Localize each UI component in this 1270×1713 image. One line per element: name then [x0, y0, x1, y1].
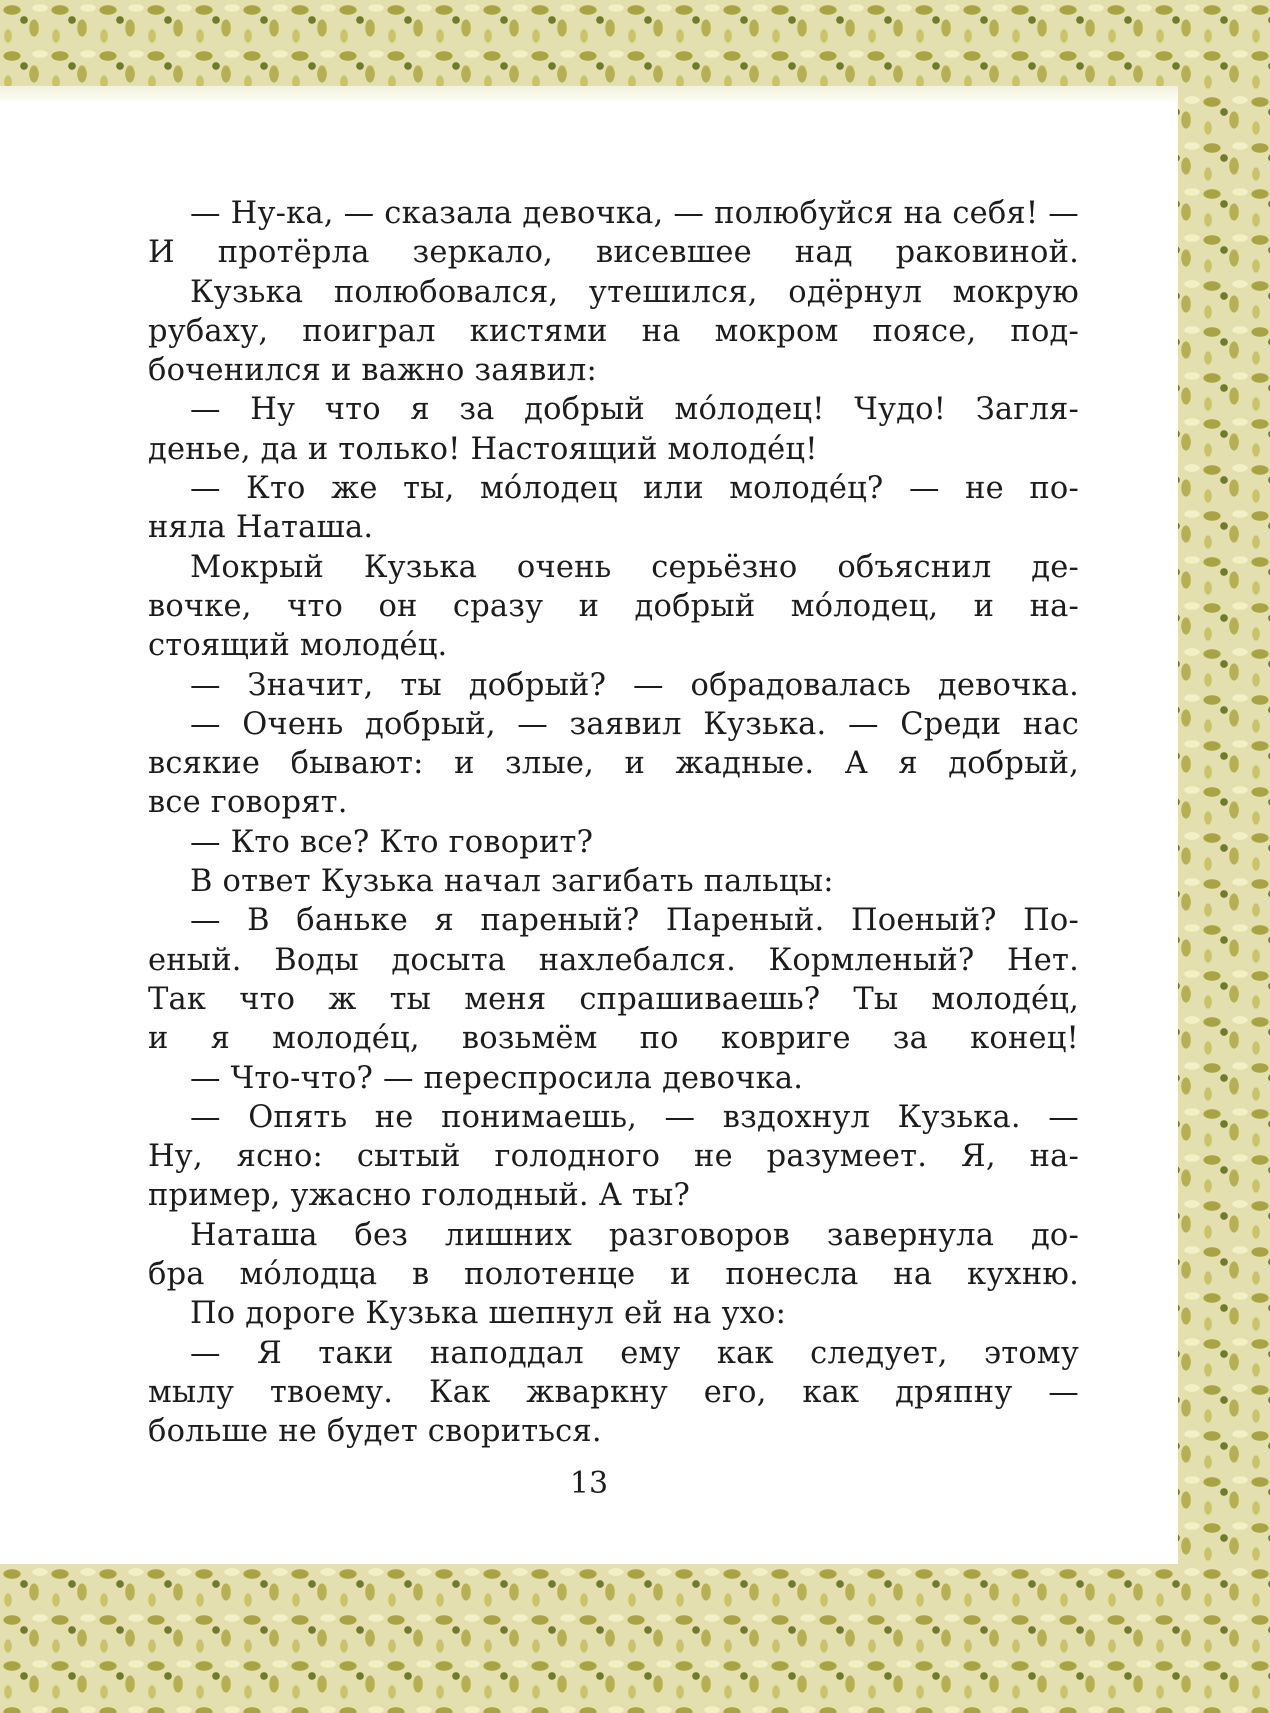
- text-line: — Значит, ты добрый? — обрадовалась девочка.: [190, 667, 1079, 703]
- text-line: рубаху, поиграл кистями на мокром поясе, под-: [148, 313, 1079, 349]
- text-line: — Очень добрый, — заявил Кузька. — Среди нас: [190, 706, 1079, 742]
- text-line: В ответ Кузька начал загибать пальцы:: [190, 864, 834, 900]
- text-line: — Кто все? Кто говорит?: [190, 824, 594, 860]
- text-line: — Я таки наподдал ему как следует, этому: [190, 1335, 1079, 1371]
- text-line: и я молоде́ц, возьмём по ковриге за конец!: [148, 1021, 1079, 1057]
- text-line: всякие бывают: и злые, и жадные. А я добрый,: [148, 746, 1079, 782]
- text-line: — Что-что? — переспросила девочка.: [190, 1060, 804, 1096]
- text-line: бра мо́лодца в полотенце и понесла на кухню.: [148, 1257, 1079, 1293]
- text-line: мылу твоему. Как жваркну его, как дряпну —: [148, 1374, 1079, 1410]
- text-line: все говорят.: [148, 785, 348, 821]
- text-line: Мокрый Кузька очень серьёзно объяснил де-: [190, 549, 1079, 585]
- text-line: боченился и важно заявил:: [148, 353, 598, 389]
- text-line: пример, ужасно голодный. А ты?: [148, 1178, 690, 1214]
- page-number: 13: [569, 1466, 609, 1501]
- story-text: [148, 194, 1079, 1452]
- text-line: И протёрла зеркало, висевшее над раковиной.: [148, 235, 1079, 271]
- text-line: — Ну что я за добрый мо́лодец! Чудо! Загля-: [190, 392, 1079, 428]
- text-line: По дороге Кузька шепнул ей на ухо:: [190, 1296, 787, 1332]
- text-line: стоящий молоде́ц.: [148, 628, 448, 664]
- text-line: Так что ж ты меня спрашиваешь? Ты молоде́ц,: [148, 981, 1079, 1017]
- text-line: денье, да и только! Настоящий молоде́ц!: [148, 431, 818, 467]
- text-line: еный. Воды досыта нахлебался. Кормленый? Нет.: [148, 942, 1079, 978]
- text-line: няла Наташа.: [148, 510, 374, 546]
- text-line: Ну, ясно: сытый голодного не разумеет. Я, на-: [148, 1139, 1079, 1175]
- text-line: — Ну-ка, — сказала девочка, — полюбуйся на себя! —: [190, 196, 1079, 231]
- text-line: — Опять не понимаешь, — вздохнул Кузька. —: [190, 1099, 1079, 1135]
- text-line: Кузька полюбовался, утешился, одёрнул мокрую: [190, 274, 1079, 310]
- text-line: Наташа без лишних разговоров завернула до-: [190, 1217, 1079, 1253]
- text-line: — В баньке я пареный? Пареный. Поеный? По-: [190, 903, 1079, 939]
- text-line: вочке, что он сразу и добрый мо́лодец, и на-: [148, 588, 1079, 624]
- book-page: [0, 86, 1178, 1564]
- text-line: больше не будет свориться.: [148, 1414, 602, 1450]
- text-line: — Кто же ты, мо́лодец или молоде́ц? — не по-: [190, 471, 1079, 507]
